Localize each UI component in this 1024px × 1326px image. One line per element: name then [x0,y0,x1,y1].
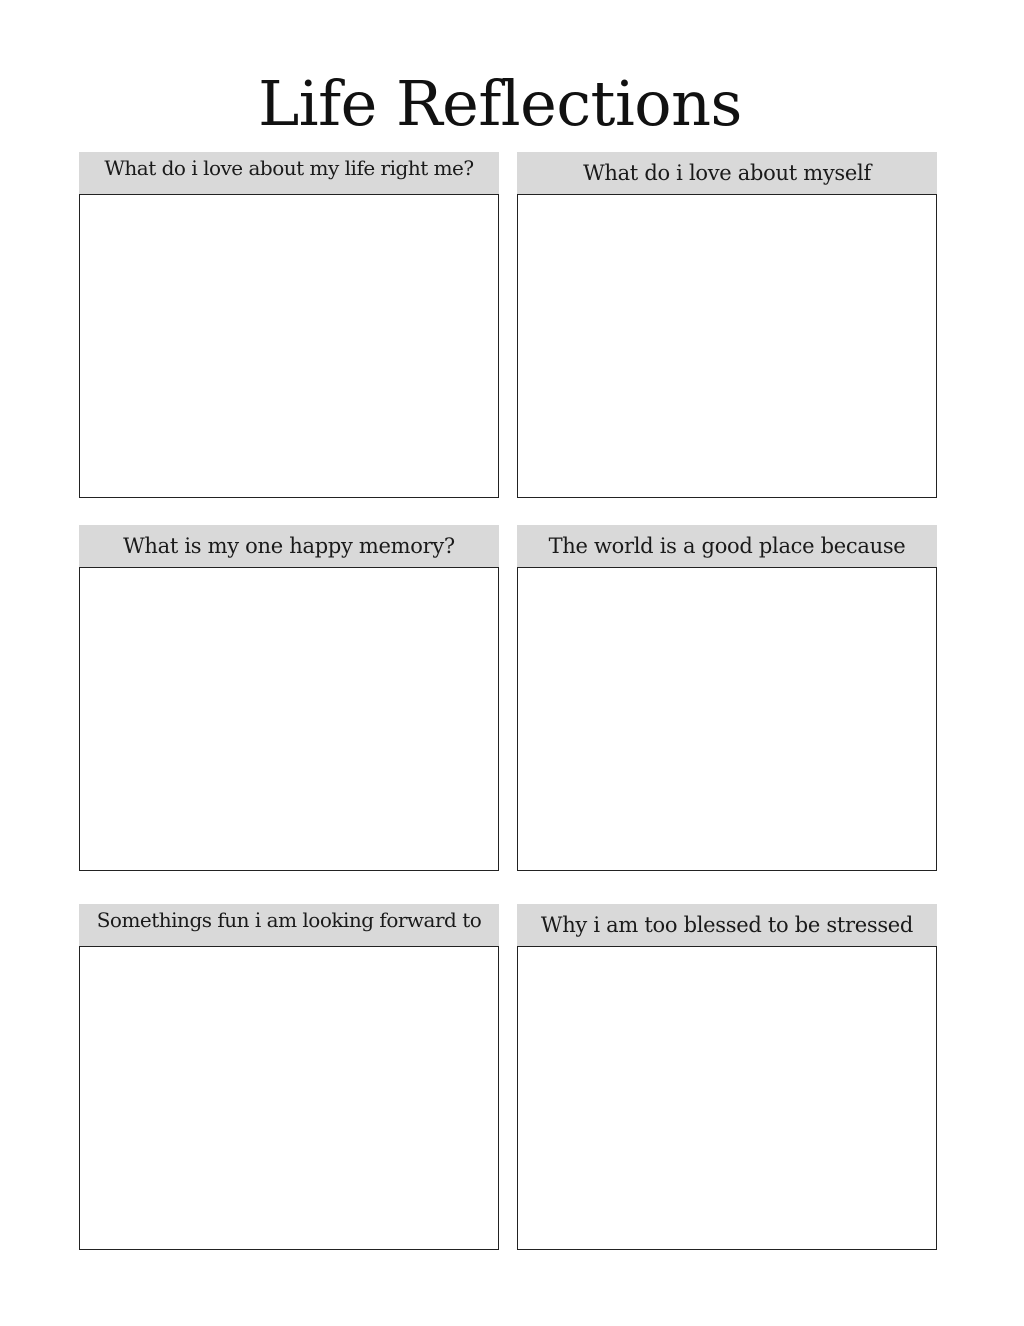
answer-box[interactable] [79,567,499,871]
prompt-header: What is my one happy memory? [79,525,499,567]
answer-field[interactable] [80,195,498,497]
answer-field[interactable] [518,568,936,870]
reflection-panel-blessed [517,904,937,1250]
reflection-panel-love-myself [517,152,937,498]
reflection-panel-looking-forward [79,904,499,1250]
answer-field[interactable] [518,195,936,497]
answer-box[interactable] [517,946,937,1250]
prompt-header: The world is a good place because [517,525,937,567]
answer-box[interactable] [517,567,937,871]
answer-field[interactable] [80,568,498,870]
reflection-panel-happy-memory [79,525,499,871]
reflection-panel-good-world [517,525,937,871]
answer-field[interactable] [80,947,498,1249]
reflection-panel-love-life [79,152,499,498]
prompt-header: Why i am too blessed to be stressed [517,904,937,946]
answer-box[interactable] [79,194,499,498]
answer-field[interactable] [518,947,936,1249]
answer-box[interactable] [79,946,499,1250]
prompt-header: Somethings fun i am looking forward to [79,904,499,946]
prompt-header: What do i love about my life right me? [79,152,499,194]
answer-box[interactable] [517,194,937,498]
page-title: Life Reflections [258,67,742,140]
prompt-header: What do i love about myself [517,152,937,194]
